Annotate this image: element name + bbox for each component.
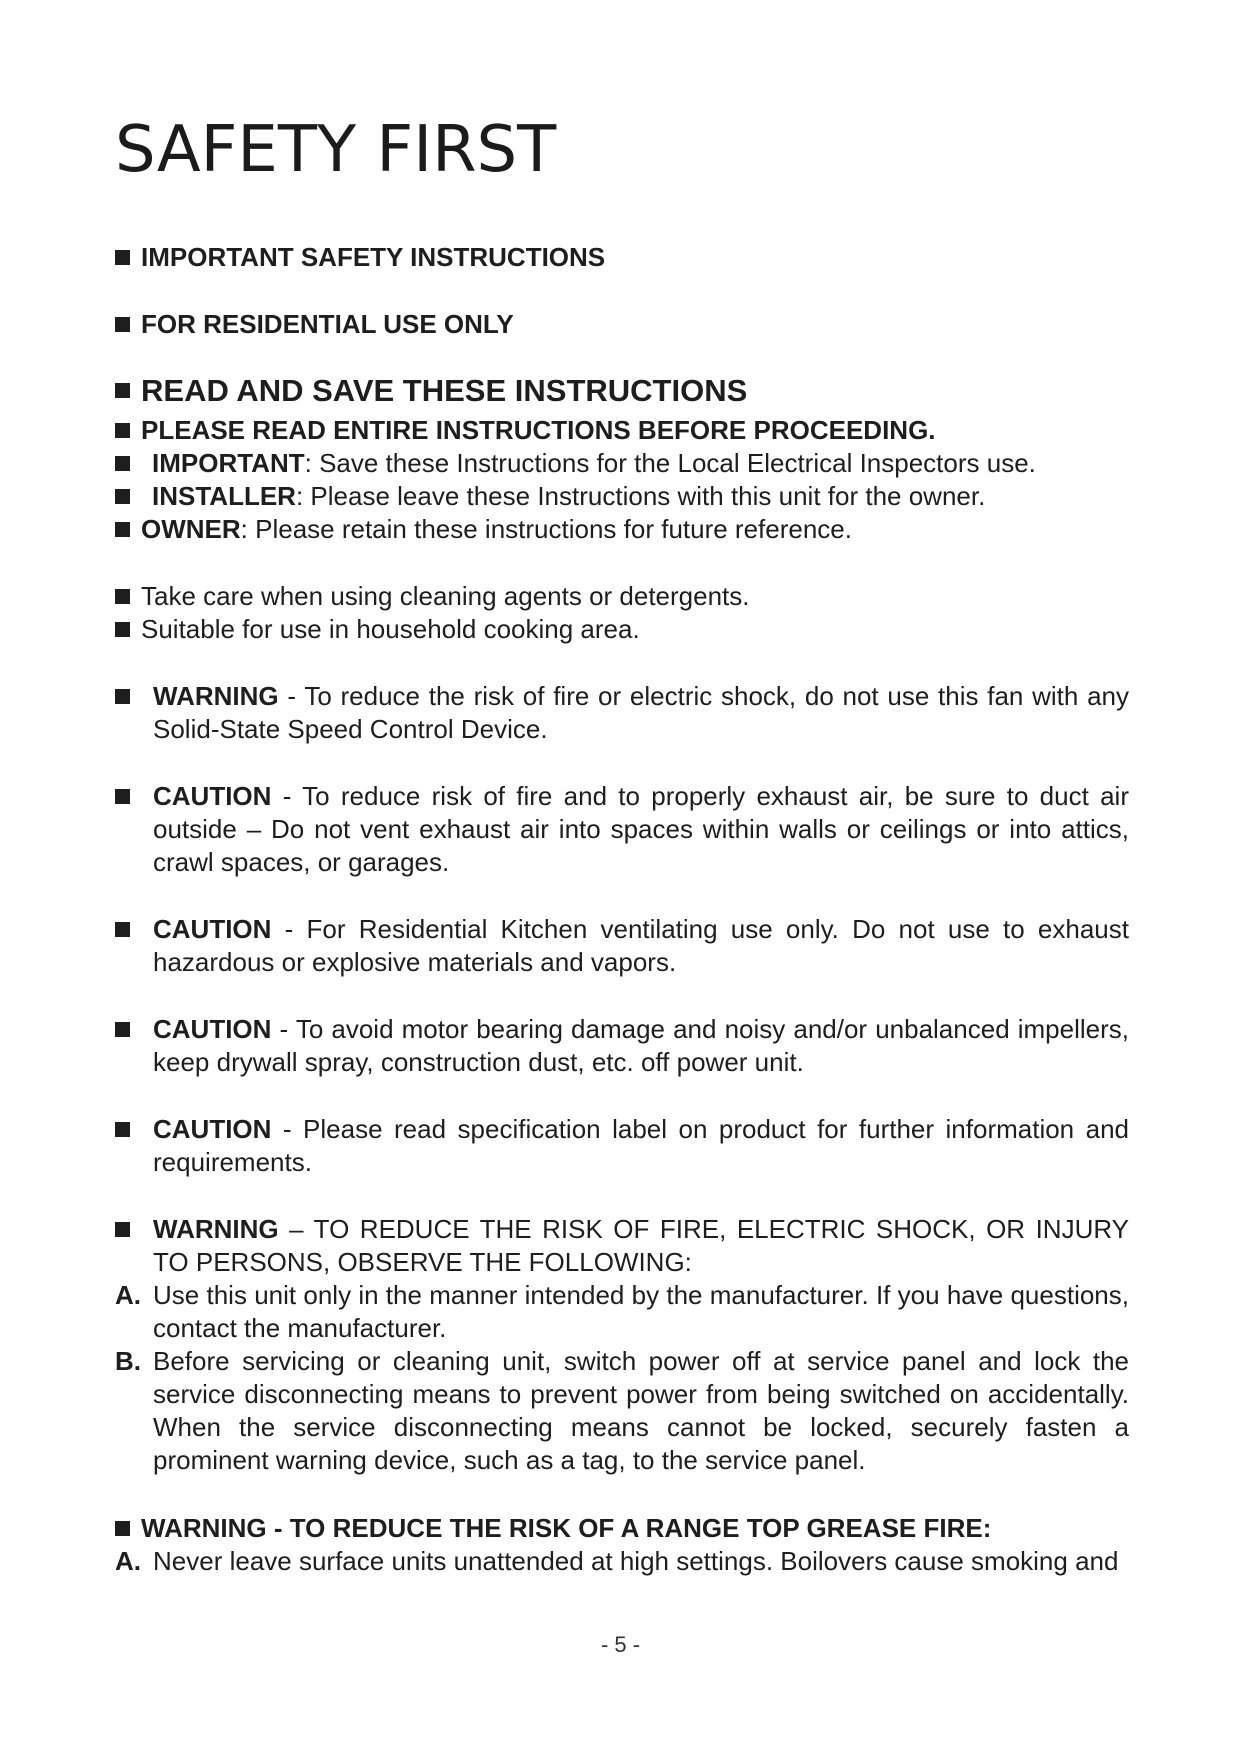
list-item-a: A. Use this unit only in the manner intended by the manufacturer. If you have questions, contact the manufacturer.	[115, 1280, 1129, 1343]
square-bullet-icon	[115, 922, 130, 937]
heading-read-save: READ AND SAVE THESE INSTRUCTIONS	[115, 372, 1129, 410]
square-bullet-icon	[115, 522, 130, 537]
note-installer: INSTALLER: Please leave these Instructions with this unit for the owner.	[115, 480, 1129, 513]
square-bullet-icon	[115, 423, 130, 438]
square-bullet-icon	[115, 1122, 130, 1137]
heading-important-safety: IMPORTANT SAFETY INSTRUCTIONS	[115, 241, 1129, 274]
list-item-a2: A. Never leave surface units unattended at high settings. Boilovers cause smoking and	[115, 1546, 1119, 1576]
note-cleaning: Take care when using cleaning agents or detergents.	[115, 580, 1129, 613]
warning-injury: WARNING – TO REDUCE THE RISK OF FIRE, ELECTRIC SHOCK, OR INJURY TO PERSONS, OBSERVE THE FOLLOWING:	[115, 1213, 1129, 1279]
square-bullet-icon	[115, 789, 130, 804]
note-owner: OWNER: Please retain these instructions for future reference.	[115, 513, 1129, 546]
square-bullet-icon	[115, 250, 130, 265]
note-important: IMPORTANT: Save these Instructions for the Local Electrical Inspectors use.	[115, 447, 1129, 480]
square-bullet-icon	[115, 1022, 130, 1037]
square-bullet-icon	[115, 317, 130, 332]
page-title: SAFETY FIRST	[115, 113, 557, 187]
heading-please-read: PLEASE READ ENTIRE INSTRUCTIONS BEFORE PROCEEDING.	[115, 414, 1129, 447]
square-bullet-icon	[115, 1222, 130, 1237]
square-bullet-icon	[115, 456, 130, 471]
square-bullet-icon	[115, 489, 130, 504]
list-item-b: B. Before servicing or cleaning unit, switch power off at service panel and lock the service disconnecting means to prevent power from being switched on accidentally. When the service disconnecting means cannot be locked, securely fasten a prominent warning device, such as a tag, to the service panel.	[115, 1346, 1129, 1475]
square-bullet-icon	[115, 589, 130, 604]
square-bullet-icon	[115, 383, 130, 398]
caution-motor-bearing: CAUTION - To avoid motor bearing damage and noisy and/or unbalanced impellers, keep drywall spray, construction dust, etc. off power unit.	[115, 1013, 1129, 1079]
warning-solid-state: WARNING - To reduce the risk of fire or electric shock, do not use this fan with any Solid-State Speed Control Device.	[115, 680, 1129, 746]
heading-residential: FOR RESIDENTIAL USE ONLY	[115, 308, 1129, 341]
square-bullet-icon	[115, 1521, 130, 1536]
note-suitable: Suitable for use in household cooking area.	[115, 613, 1129, 646]
caution-residential-kitchen: CAUTION - For Residential Kitchen ventilating use only. Do not use to exhaust hazardous or explosive materials and vapors.	[115, 913, 1129, 979]
caution-specification: CAUTION - Please read specification label on product for further information and requirements.	[115, 1113, 1129, 1179]
warning-grease-fire: WARNING - TO REDUCE THE RISK OF A RANGE TOP GREASE FIRE:	[115, 1512, 1129, 1545]
page-number: - 5 -	[600, 1632, 641, 1657]
square-bullet-icon	[115, 622, 130, 637]
square-bullet-icon	[115, 689, 130, 704]
caution-exhaust: CAUTION - To reduce risk of fire and to properly exhaust air, be sure to duct air outside – Do not vent exhaust air into spaces within walls or ceilings or into attics, crawl spaces, or garages.	[115, 780, 1129, 879]
